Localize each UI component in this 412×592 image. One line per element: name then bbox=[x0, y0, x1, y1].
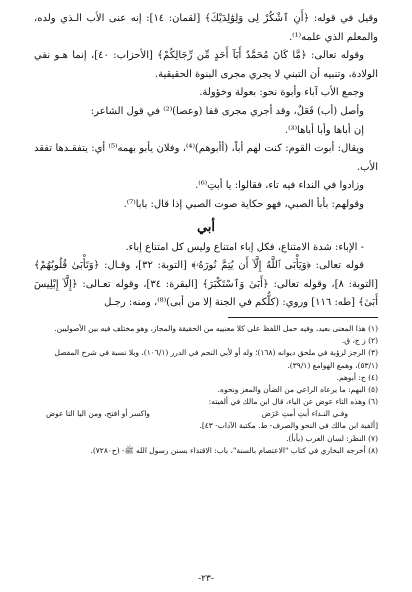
footnote: (٥) البهم: ما يرعاه الراعي من الضأن والمعز ونحوه. bbox=[217, 384, 378, 394]
footnote: (٦) وهذه التاء عوض عن الياء، قال ابن مالك في ألفيته: bbox=[208, 397, 378, 407]
footnote: (١) هذا المعنى بعيد، وفيه حمل اللفظ على كلا معنييه من الحقيقة والمجاز، وهو مختلف فيه بين الأصوليين. bbox=[54, 323, 378, 333]
verse-hemistich-left: واكسر أو افتح، ومن اليا التا عوض bbox=[46, 409, 150, 419]
verse-line: إن أباها وأبا أباها⁽³⁾. bbox=[284, 124, 364, 136]
paragraph: وجمع الأب آباء وأبوة نحو: بعولة وخؤولة. bbox=[199, 87, 364, 99]
footnote-divider bbox=[228, 317, 378, 318]
footnote: (٣) الرجز لرؤبة في ملحق ديوانه (١٦٨)؛ وله أو لأبي النجم في الدرر (١٠٦/١)، وبلا نسبة في شرح المفصل (٥٣/١)، وهمع الهوامع (٣٩/١). bbox=[54, 348, 378, 370]
paragraph: قوله تعالى: ﴿وَيَأْبَى ٱللَّهُ إِلَّآ أَن يُتِمَّ نُورَهُۥ﴾ [التوبة: ٣٢]، وقـال: ﴿وَتَأْبَىٰ قُلُوبُهُمْ﴾ [التوبة: ٨]، وقوله تعالى: ﴿أَبَىٰ وَٱسْتَكْبَرَ﴾ [البقرة: ٣٤]، وقوله تعـالى: ﴿إِلَّآ إِبْلِيسَ أَبَىٰ﴾ [طه: ١١٦] وروي: (كلُّكم في الجنة إلا من أبى)⁽⁸⁾، ومنه: رجـل bbox=[34, 260, 379, 309]
paragraph: ويقال: أبوت القوم: كنت لهم أباً، (أأبوهم)⁽⁴⁾، وفلان يأبو بهمه⁽⁵⁾ أي: يتفقـدها تفقد الأب. bbox=[34, 143, 378, 173]
paragraph: وزادوا في النداء فيه تاء، فقالوا: يا أبتِ⁽⁶⁾. bbox=[195, 180, 364, 192]
verse-hemistich-right: وفـي النـداء أبتِ أمتِ عَرَض bbox=[261, 409, 348, 419]
footnote: (٨) أخرجه البخاري في كتاب "الاعتصام بالسنة"، باب: الاقتداء بسنن رسول الله ﷺ- (ح٧٢٨٠). bbox=[90, 445, 378, 455]
section-heading: أبي bbox=[196, 219, 216, 235]
paragraph: وقوله تعالى: ﴿مَّا كَانَ مُحَمَّدٌ أَبَآ أَحَدٍ مِّن رِّجَالِكُمْ﴾ [الأحزاب: ٤٠]، إنما هـو نفي الولادة، وتنبيه أن التبني لا يجري مجرى البنوة الحقيقية. bbox=[34, 50, 378, 80]
footnotes bbox=[34, 323, 378, 457]
footnote: [ألفية ابن مالك في النحو والصرف- ط. مكتبة الآداب- ٤٣]. bbox=[199, 421, 378, 431]
paragraph: وأصل (أب) فَعَلٌ، وقد أجري مجرى قفا (وعصا)⁽²⁾ في قول الشاعر: bbox=[90, 105, 364, 117]
page-number: -٢٣- bbox=[198, 574, 214, 584]
paragraph: وقيل في قوله: ﴿أَنِ ٱشْكُرْ لِى وَلِوَٰلِدَيْكَ﴾ [لقمان: ١٤]: إنه عنى الأب الـذي ولده، والمعلم الذي علمه⁽¹⁾. bbox=[34, 13, 378, 43]
footnote: (٧) النظر: لسان العرب (بأبأ). bbox=[286, 433, 378, 443]
paragraph: - الإباء: شدة الامتناع، فكل إباء امتناع وليس كل امتناع إباء. bbox=[125, 241, 364, 253]
footnote: (٢) ز ج، ق. bbox=[341, 336, 378, 346]
main-text bbox=[34, 10, 378, 313]
paragraph: وقولهم: بأبأ الصبي، فهو حكاية صوت الصبي إذا قال: بابا⁽⁷⁾. bbox=[123, 198, 364, 210]
footnote: (٤) ج: أبوهم. bbox=[336, 372, 378, 382]
footnote-verse bbox=[34, 408, 378, 420]
